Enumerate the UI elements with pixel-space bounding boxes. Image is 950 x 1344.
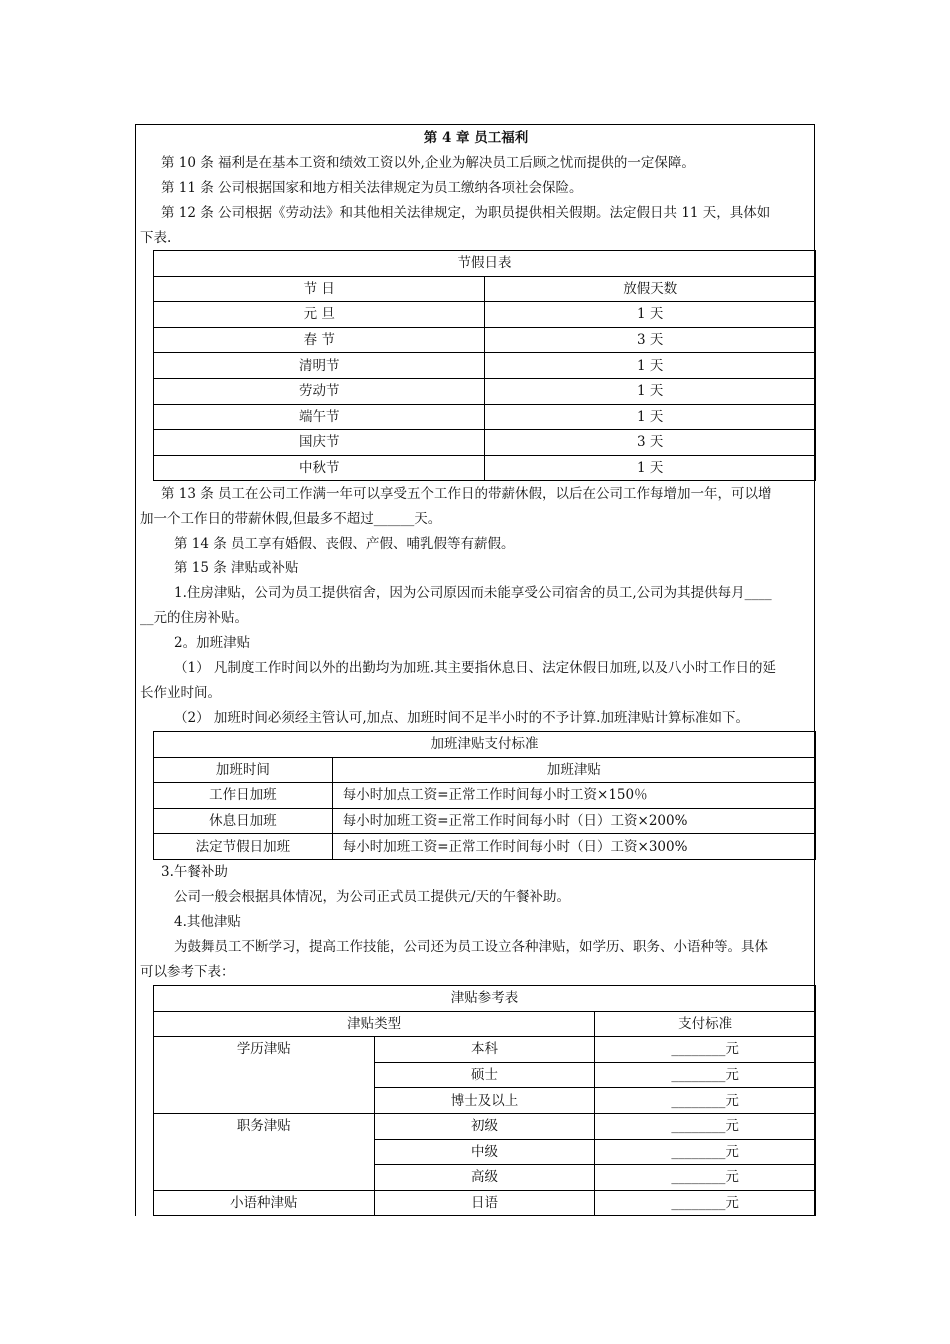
document-frame <box>135 124 815 1216</box>
other-allowance-line2: 可以参考下表： <box>140 964 235 980</box>
allowance-item: 本科 <box>374 1037 595 1063</box>
allowance-item: 初级 <box>374 1113 595 1139</box>
article-15: 第 15 条 津贴或补贴 <box>174 560 299 576</box>
overtime-type: 休息日加班 <box>154 808 333 834</box>
overtime-rate: 每小时加点工资=正常工作时间每小时工资×150％ <box>332 783 815 809</box>
allowance-amount: ________元 <box>595 1037 816 1063</box>
table-row <box>154 378 816 404</box>
housing-allowance-line1: 1.住房津贴，公司为员工提供宿舍，因为公司原因而未能享受公司宿舍的员工,公司为其提供每月____ <box>174 585 772 601</box>
article-13-line1: 第 13 条 员工在公司工作满一年可以享受五个工作日的带薪休假，以后在公司工作每增加一年，可以增 <box>161 486 772 502</box>
allowance-group: 职务津贴 <box>154 1113 375 1190</box>
overtime-header-allowance: 加班津贴 <box>332 757 815 783</box>
holiday-name: 清明节 <box>154 353 485 379</box>
article-12-line2: 下表. <box>140 230 172 246</box>
table-row <box>154 783 816 809</box>
overtime-rate: 每小时加班工资=正常工作时间每小时（日）工资×200% <box>332 808 815 834</box>
allowance-item: 硕士 <box>374 1062 595 1088</box>
table-row <box>154 327 816 353</box>
holiday-days: 1 天 <box>485 378 816 404</box>
overtime-table <box>153 731 816 860</box>
chapter-title: 第 4 章 员工福利 <box>423 130 529 146</box>
allowance-amount: ________元 <box>595 1139 816 1165</box>
allowance-group: 小语种津贴 <box>154 1190 375 1216</box>
overtime-allowance-heading: 2。加班津贴 <box>174 635 251 651</box>
allowance-header-type: 津贴类型 <box>154 1011 595 1037</box>
overtime-type: 工作日加班 <box>154 783 333 809</box>
holiday-name: 劳动节 <box>154 378 485 404</box>
table-row <box>154 353 816 379</box>
holiday-header-days: 放假天数 <box>485 276 816 302</box>
allowance-amount: ________元 <box>595 1165 816 1191</box>
allowance-item: 中级 <box>374 1139 595 1165</box>
allowance-table <box>153 985 816 1216</box>
allowance-header-standard: 支付标准 <box>595 1011 816 1037</box>
allowance-amount: ________元 <box>595 1190 816 1216</box>
table-row <box>154 455 816 481</box>
article-11: 第 11 条 公司根据国家和地方相关法律规定为员工缴纳各项社会保险。 <box>161 180 583 196</box>
table-row <box>154 1190 816 1216</box>
article-12-line1: 第 12 条 公司根据《劳动法》和其他相关法律规定，为职员提供相关假期。法定假日共 11 天，具体如 <box>161 205 771 221</box>
allowance-item: 高级 <box>374 1165 595 1191</box>
other-allowance-heading: 4.其他津贴 <box>174 914 241 930</box>
article-13-line2: 加一个工作日的带薪休假,但最多不超过______天。 <box>140 511 442 527</box>
holiday-name: 元 旦 <box>154 302 485 328</box>
holiday-days: 1 天 <box>485 302 816 328</box>
holiday-name: 中秋节 <box>154 455 485 481</box>
holiday-header-name: 节 日 <box>154 276 485 302</box>
lunch-subsidy-heading: 3.午餐补助 <box>161 864 228 880</box>
overtime-table-caption: 加班津贴支付标准 <box>154 732 816 758</box>
holiday-days: 1 天 <box>485 404 816 430</box>
article-14: 第 14 条 员工享有婚假、丧假、产假、哺乳假等有薪假。 <box>174 536 515 552</box>
holiday-name: 春 节 <box>154 327 485 353</box>
overtime-header-time: 加班时间 <box>154 757 333 783</box>
table-row <box>154 834 816 860</box>
holiday-table <box>153 250 816 481</box>
holiday-name: 国庆节 <box>154 430 485 456</box>
overtime-rule-1-line2: 长作业时间。 <box>140 685 221 701</box>
holiday-table-caption: 节假日表 <box>154 251 816 277</box>
overtime-type: 法定节假日加班 <box>154 834 333 860</box>
overtime-rule-1-line1: （1） 凡制度工作时间以外的出勤均为加班.其主要指休息日、法定休假日加班,以及八小时工作日的延 <box>174 660 776 676</box>
overtime-rate: 每小时加班工资=正常工作时间每小时（日）工资×300% <box>332 834 815 860</box>
holiday-days: 3 天 <box>485 430 816 456</box>
table-row <box>154 808 816 834</box>
allowance-amount: ________元 <box>595 1088 816 1114</box>
holiday-days: 1 天 <box>485 353 816 379</box>
allowance-item: 日语 <box>374 1190 595 1216</box>
housing-allowance-line2: __元的住房补贴。 <box>140 610 248 626</box>
overtime-rule-2: （2） 加班时间必须经主管认可,加点、加班时间不足半小时的不予计算.加班津贴计算标准如下。 <box>174 710 749 726</box>
table-row <box>154 302 816 328</box>
allowance-table-caption: 津贴参考表 <box>154 986 816 1012</box>
allowance-amount: ________元 <box>595 1062 816 1088</box>
other-allowance-line1: 为鼓舞员工不断学习，提高工作技能，公司还为员工设立各种津贴，如学历、职务、小语种等。具体 <box>174 939 768 955</box>
table-row <box>154 1037 816 1063</box>
allowance-item: 博士及以上 <box>374 1088 595 1114</box>
holiday-days: 3 天 <box>485 327 816 353</box>
lunch-subsidy-text: 公司一般会根据具体情况，为公司正式员工提供元/天的午餐补助。 <box>174 889 571 905</box>
article-10: 第 10 条 福利是在基本工资和绩效工资以外,企业为解决员工后顾之忧而提供的一定保障。 <box>161 155 695 171</box>
allowance-group: 学历津贴 <box>154 1037 375 1114</box>
table-row <box>154 1113 816 1139</box>
holiday-days: 1 天 <box>485 455 816 481</box>
holiday-name: 端午节 <box>154 404 485 430</box>
allowance-amount: ________元 <box>595 1113 816 1139</box>
table-row <box>154 404 816 430</box>
table-row <box>154 430 816 456</box>
